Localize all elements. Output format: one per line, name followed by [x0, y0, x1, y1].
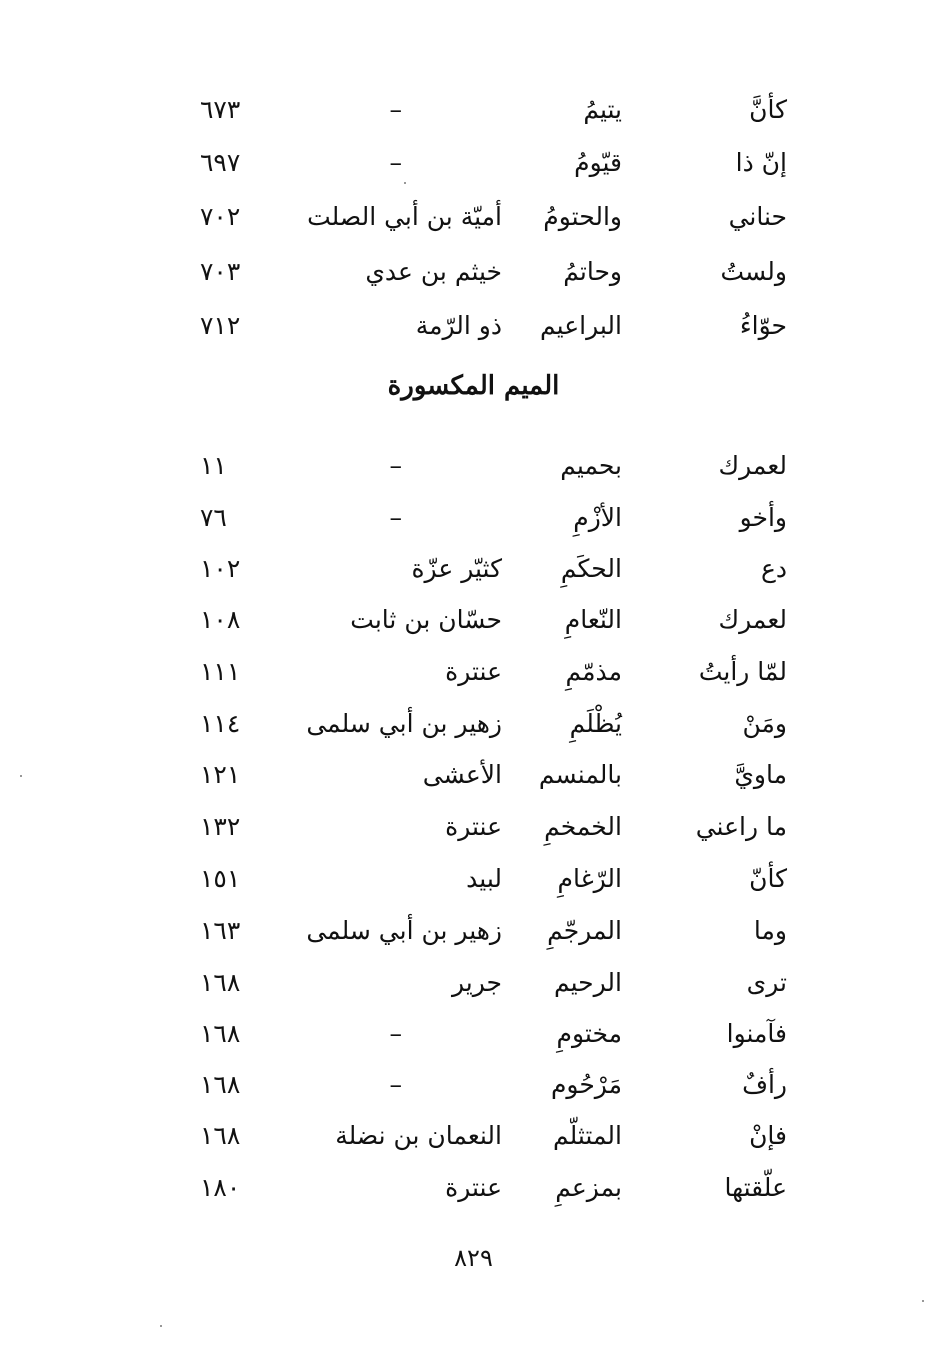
- rhyme-word: بمزعمِ: [555, 1173, 622, 1202]
- index-row: [0, 594, 947, 646]
- rhyme-word: يتيمُ: [583, 95, 622, 124]
- first-word: ولستُ: [720, 257, 787, 286]
- first-word: فإنْ: [749, 1121, 787, 1150]
- poet-name: –: [389, 1019, 402, 1048]
- index-row: [0, 957, 947, 1009]
- rhyme-word: والحتومُ: [543, 202, 622, 231]
- poet-name: عنترة: [445, 1173, 502, 1202]
- page-ref: ١٦٨: [200, 1121, 241, 1150]
- first-word: ما راعني: [695, 812, 787, 841]
- rhyme-word: الأزْمِ: [573, 503, 622, 532]
- index-row: [0, 440, 947, 492]
- page-ref: ١٢١: [200, 760, 241, 789]
- first-word: حوّاءُ: [739, 311, 787, 340]
- first-word: دع: [760, 554, 787, 583]
- page-ref: ١٦٨: [200, 1019, 241, 1048]
- index-row: [0, 543, 947, 595]
- first-word: ترى: [746, 968, 787, 997]
- poet-name: جرير: [452, 968, 502, 997]
- poet-name: عنترة: [445, 657, 502, 686]
- page-ref: ٦٩٧: [200, 148, 241, 177]
- index-row: [0, 1110, 947, 1162]
- index-row: [0, 1059, 947, 1111]
- poet-name: ذو الرّمة: [415, 311, 502, 340]
- index-row: [0, 698, 947, 750]
- rhyme-word: مَرْحُوم: [550, 1070, 622, 1099]
- rhyme-word: البراعيم: [540, 311, 622, 340]
- rhyme-word: المرجّمِ: [547, 916, 622, 945]
- page-number: ٨٢٩: [454, 1244, 493, 1272]
- index-row: [0, 191, 947, 243]
- index-row: [0, 246, 947, 298]
- index-row: [0, 853, 947, 905]
- first-word: ماويَّ: [734, 760, 787, 789]
- rhyme-word: قيّومُ: [574, 148, 622, 177]
- index-row: [0, 300, 947, 352]
- page-ref: ١٠٢: [200, 554, 241, 583]
- index-row: [0, 137, 947, 189]
- page-ref: ١٨٠: [200, 1173, 241, 1202]
- poet-name: زهير بن أبي سلمى: [306, 709, 502, 738]
- poet-name: –: [389, 95, 402, 124]
- first-word: كأنَّ: [749, 95, 787, 124]
- page-ref: ١١١: [200, 657, 241, 686]
- page-ref: ٦٧٣: [200, 95, 241, 124]
- index-row: [0, 749, 947, 801]
- page-ref: ١١٤: [200, 709, 241, 738]
- rhyme-word: المتثلّم: [552, 1121, 622, 1150]
- poet-name: الأعشى: [422, 760, 502, 789]
- index-row: [0, 1162, 947, 1214]
- page-ref: ١١: [200, 451, 227, 480]
- index-row: [0, 84, 947, 136]
- rhyme-word: النّعامِ: [564, 605, 622, 634]
- page-ref: ١٦٨: [200, 1070, 241, 1099]
- page-ref: ١٦٨: [200, 968, 241, 997]
- poet-name: كثيّر عزّة: [411, 554, 502, 583]
- rhyme-word: الحكَمِ: [560, 554, 622, 583]
- page-ref: ١٦٣: [200, 916, 241, 945]
- first-word: رأفٌ: [742, 1070, 787, 1099]
- index-row: [0, 646, 947, 698]
- rhyme-word: بحميم: [560, 451, 622, 480]
- first-word: ومَنْ: [742, 709, 787, 738]
- rhyme-word: يُظْلَمِ: [569, 709, 622, 738]
- poet-name: عنترة: [445, 812, 502, 841]
- poet-name: –: [389, 451, 402, 480]
- rhyme-word: مختومِ: [556, 1019, 622, 1048]
- poet-name: –: [389, 148, 402, 177]
- page-ref: ١٠٨: [200, 605, 241, 634]
- poet-name: –: [389, 503, 402, 532]
- page-ref: ١٣٢: [200, 812, 241, 841]
- poet-name: لبيد: [466, 864, 502, 893]
- index-row: [0, 801, 947, 853]
- page-ref: ٧٠٢: [200, 202, 241, 231]
- rhyme-word: بالمنسم: [538, 760, 622, 789]
- page-ref: ٧٠٣: [200, 257, 241, 286]
- poet-name: النعمان بن نضلة: [335, 1121, 502, 1150]
- first-word: كأنّ: [749, 864, 787, 893]
- rhyme-word: مذمّمِ: [565, 657, 622, 686]
- first-word: لعمرك: [718, 605, 787, 634]
- scan-speck: [160, 1325, 162, 1327]
- first-word: لعمرك: [718, 451, 787, 480]
- index-row: [0, 905, 947, 957]
- page-ref: ٧١٢: [200, 311, 241, 340]
- first-word: حناني: [728, 202, 787, 231]
- index-row: [0, 1008, 947, 1060]
- scan-speck: [404, 182, 406, 184]
- poet-name: أميّة بن أبي الصلت: [307, 202, 502, 231]
- scan-speck: [922, 1300, 924, 1302]
- section-heading: الميم المكسورة: [387, 371, 560, 401]
- rhyme-word: وحاتمُ: [563, 257, 622, 286]
- index-row: [0, 492, 947, 544]
- first-word: علّقتها: [724, 1173, 787, 1202]
- poet-name: زهير بن أبي سلمى: [306, 916, 502, 945]
- first-word: لمّا رأيتُ: [698, 657, 787, 686]
- page-ref: ١٥١: [200, 864, 241, 893]
- rhyme-word: الرحيم: [554, 968, 622, 997]
- first-word: وأخو: [739, 503, 787, 532]
- page-ref: ٧٦: [200, 503, 227, 532]
- rhyme-word: الخمخمِ: [544, 812, 622, 841]
- poet-name: –: [389, 1070, 402, 1099]
- poet-name: حسّان بن ثابت: [350, 605, 502, 634]
- rhyme-word: الرّغامِ: [557, 864, 622, 893]
- scan-speck: [20, 775, 22, 777]
- first-word: وما: [753, 916, 787, 945]
- first-word: فآمنوا: [726, 1019, 787, 1048]
- first-word: إنّ ذا: [735, 148, 787, 177]
- poet-name: خيثم بن عدي: [365, 257, 502, 286]
